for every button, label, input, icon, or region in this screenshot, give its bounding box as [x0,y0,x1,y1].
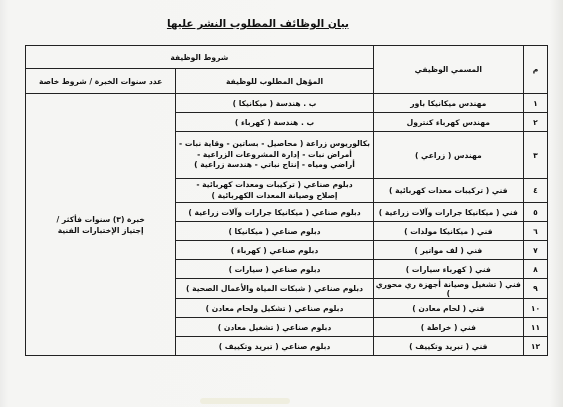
row-job: فني ( ميكانيكا مولدات ) [373,222,523,241]
row-qual: دبلوم صناعي ( ميكانيكا ) [176,222,373,241]
experience-note [26,94,176,356]
row-num: ١٠ [523,299,547,318]
qual-line: أمراض نبات - إدارة المشروعات الزراعية - [197,149,352,159]
header-num: م [523,46,547,94]
row-job: فني ( خراطة ) [373,318,523,337]
row-num: ٧ [523,241,547,260]
row-num: ٤ [523,179,547,203]
row-job: فني ( لف مواتير ) [373,241,523,260]
row-qual: دبلوم صناعي ( كهرباء ) [176,241,373,260]
row-qual: دبلوم صناعي ( تشكيل ولحام معادن ) [176,299,373,318]
row-qual [176,132,373,179]
row-job: مهندس ميكانيكا باور [373,94,523,113]
row-job: فني ( كهرباء سيارات ) [373,260,523,279]
row-num: ١٢ [523,337,547,356]
row-qual [176,179,373,203]
row-qual: ب . هندسة ( ميكانيكا ) [176,94,373,113]
header-experience: عدد سنوات الخبرة / شروط خاصة [26,69,176,94]
row-num: ٢ [523,113,547,132]
scan-smudge [200,398,290,404]
header-conditions: شروط الوظيفة [26,46,374,69]
experience-line: إجتياز الإختبارات الفنية [57,225,144,235]
row-qual: دبلوم صناعي ( ميكانيكا جرارات وآلات زراعية ) [176,203,373,222]
row-num: ٩ [523,279,547,299]
page-title: بيان الوظائف المطلوب النشر عليها [166,18,349,30]
row-qual: دبلوم صناعي ( شبكات المياة والأعمال الصحية ) [176,279,373,299]
row-num: ٣ [523,132,547,179]
row-num: ١ [523,94,547,113]
row-job: فني ( لحام معادن ) [373,299,523,318]
qual-line: بكالوريوس زراعة ( محاصيل - بساتين - وقاية نبات - [179,139,370,149]
header-job: المسمي الوظيفي [373,46,523,94]
qual-line: دبلوم صناعي ( تركيبات ومعدات كهربائية - [196,180,353,189]
row-qual: ب . هندسة ( كهرباء ) [176,113,373,132]
row-job: مهندس ( زراعي ) [373,132,523,179]
row-job: فني ( تركيبات معدات كهربائية ) [373,179,523,203]
header-row-top [26,46,548,69]
row-num: ١١ [523,318,547,337]
qual-line: أراضي ومياه - إنتاج نباتي - هندسة زراعية ) [194,160,355,170]
row-qual: دبلوم صناعي ( سيارات ) [176,260,373,279]
qual-line: إصلاح وصيانة المعدات الكهربائية ) [211,190,338,200]
row-num: ٥ [523,203,547,222]
row-job: فني ( ميكانيكا جرارات وآلات زراعية ) [373,203,523,222]
row-num: ٨ [523,260,547,279]
row-qual: دبلوم صناعي ( تشغيل معادن ) [176,318,373,337]
table-row [26,94,548,113]
row-qual: دبلوم صناعي ( تبريد وتكييف ) [176,337,373,356]
row-num: ٦ [523,222,547,241]
jobs-table [25,45,548,356]
row-job: فني ( تبريد وتكييف ) [373,337,523,356]
header-qualification: المؤهل المطلوب للوظيفة [176,69,373,94]
experience-line: خبرة (٣) سنوات فأكثر / [56,214,145,224]
row-job: فني ( تشغيل وصيانة أجهزة ري محوري ) [373,279,523,299]
row-job: مهندس كهرباء كنترول [373,113,523,132]
